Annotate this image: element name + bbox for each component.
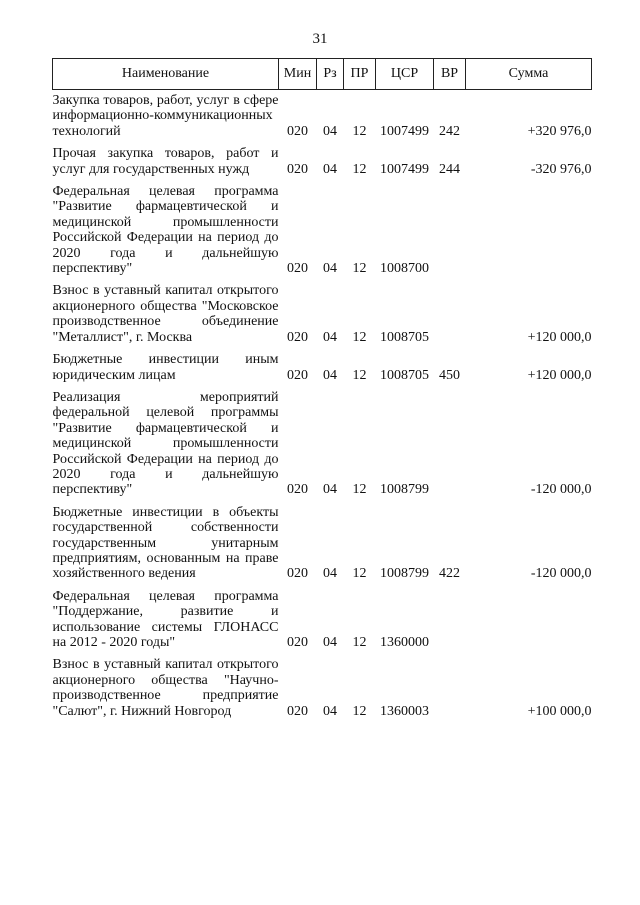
row-name: Федеральная целевая программа "Развитие фармацевтической и медицинской промышленности Российской Федерации на период до 2020 года и дальнейшую перспективу" (52, 184, 279, 277)
row-vr (434, 586, 466, 655)
row-pr: 12 (352, 482, 367, 498)
row-pr: 12 (352, 635, 367, 650)
row-pr: 12 (352, 367, 367, 383)
table-header-row (53, 59, 592, 90)
header-vr: ВР (434, 59, 466, 90)
row-csr: 1008705 (380, 329, 429, 345)
row-csr: 1008799 (380, 566, 429, 582)
row-min: 020 (287, 635, 308, 650)
row-csr: 1360003 (380, 703, 429, 719)
row-min: 020 (287, 367, 308, 383)
budget-table (52, 58, 592, 723)
row-csr: 1008700 (380, 261, 429, 277)
row-pr: 12 (352, 703, 367, 719)
row-pr: 12 (352, 566, 367, 582)
row-rz: 04 (323, 261, 337, 277)
row-min: 020 (287, 261, 308, 277)
row-csr: 1360000 (380, 635, 429, 650)
row-vr: 242 (439, 123, 460, 139)
row-name: Федеральная целевая программа "Поддержание, развитие и использование системы ГЛОНАСС на 2012 - 2020 годы" (52, 588, 279, 650)
row-name: Взнос в уставный капитал открытого акционерного общества "Московское производственное объединение "Металлист", г. Москва (52, 283, 279, 345)
row-min: 020 (287, 566, 308, 582)
row-pr: 12 (352, 123, 367, 139)
row-name: Закупка товаров, работ, услуг в сфере информационно-коммуникационных технологий (52, 93, 279, 139)
row-rz: 04 (323, 566, 337, 582)
row-csr: 1008705 (380, 367, 429, 383)
row-sum: +100 000,0 (527, 703, 592, 719)
row-name: Бюджетные инвестиции в объекты государственной собственности государственным унитарным предприятиям, основанным на праве хозяйственного ведения (52, 504, 279, 582)
row-rz: 04 (323, 635, 337, 650)
header-rz: Рз (317, 59, 344, 90)
row-vr: 422 (439, 566, 460, 582)
table-row (53, 654, 592, 723)
row-sum (466, 586, 592, 655)
table-row (53, 143, 592, 181)
row-name: Прочая закупка товаров, работ и услуг для государственных нужд (52, 146, 279, 177)
row-min: 020 (287, 703, 308, 719)
table-row (53, 349, 592, 387)
row-vr (434, 181, 466, 280)
row-pr: 12 (352, 261, 367, 277)
row-rz: 04 (323, 367, 337, 383)
row-sum: +320 976,0 (527, 123, 592, 139)
row-sum: +120 000,0 (527, 329, 592, 345)
table-row (53, 502, 592, 586)
row-vr (434, 654, 466, 723)
header-name: Наименование (53, 59, 279, 90)
row-vr (434, 280, 466, 349)
header-sum: Сумма (466, 59, 592, 90)
row-pr: 12 (352, 161, 367, 177)
row-min: 020 (287, 161, 308, 177)
row-sum: -320 976,0 (530, 161, 592, 177)
table-row (53, 280, 592, 349)
table-row (53, 387, 592, 502)
row-min: 020 (287, 123, 308, 139)
row-rz: 04 (323, 482, 337, 498)
table-row (53, 586, 592, 655)
row-min: 020 (287, 329, 308, 345)
row-sum (466, 181, 592, 280)
header-min: Мин (279, 59, 317, 90)
page-number: 31 (312, 31, 328, 47)
row-pr: 12 (352, 329, 367, 345)
header-pr: ПР (344, 59, 376, 90)
table-row (53, 181, 592, 280)
row-sum: -120 000,0 (530, 482, 592, 498)
row-rz: 04 (323, 123, 337, 139)
row-name: Взнос в уставный капитал открытого акционерного общества "Научно-производственное предприятие "Салют", г. Нижний Новгород (52, 657, 279, 719)
row-sum: -120 000,0 (530, 566, 592, 582)
row-csr: 1007499 (380, 123, 429, 139)
row-csr: 1007499 (380, 161, 429, 177)
row-min: 020 (287, 482, 308, 498)
header-csr: ЦСР (376, 59, 434, 90)
row-rz: 04 (323, 329, 337, 345)
row-rz: 04 (323, 703, 337, 719)
row-vr: 244 (439, 161, 460, 177)
row-csr: 1008799 (380, 482, 429, 498)
table-row (53, 90, 592, 144)
row-vr (434, 387, 466, 502)
row-sum: +120 000,0 (527, 367, 592, 383)
row-name: Бюджетные инвестиции иным юридическим лицам (52, 352, 279, 383)
row-vr: 450 (439, 367, 460, 383)
row-name: Реализация мероприятий федеральной целевой программы "Развитие фармацевтической и медицинской промышленности Российской Федерации на период до 2020 года и дальнейшую перспективу" (52, 389, 279, 498)
row-rz: 04 (323, 161, 337, 177)
